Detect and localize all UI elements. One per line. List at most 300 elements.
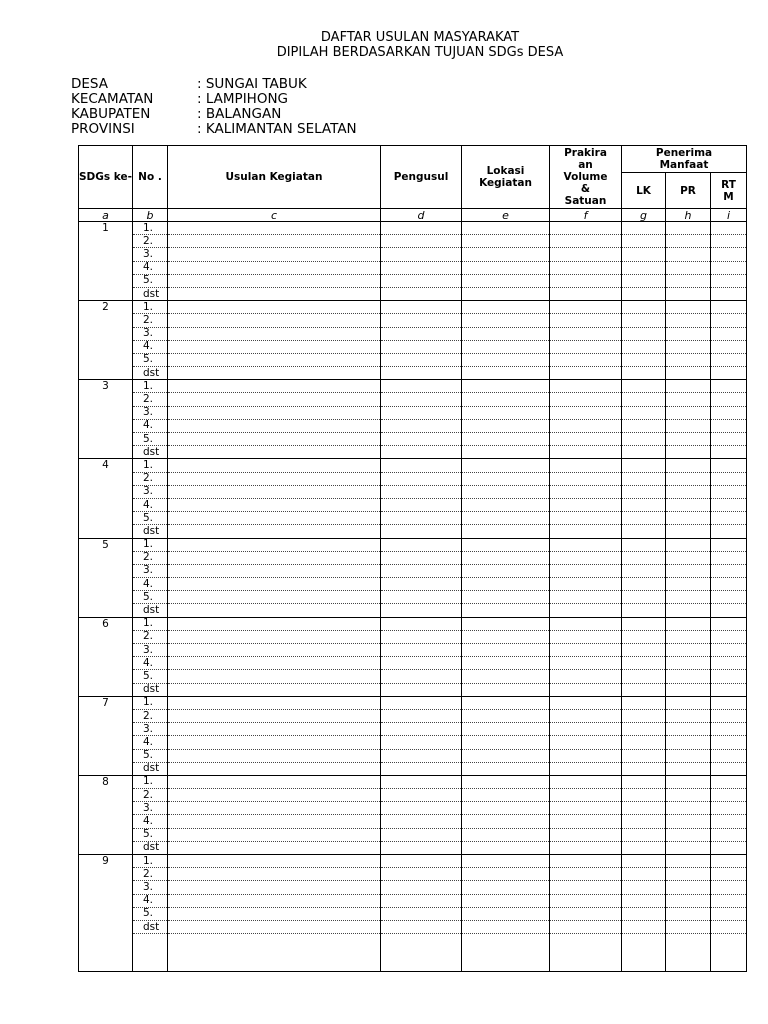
table-cell <box>381 802 462 815</box>
table-cell <box>711 789 747 802</box>
table-row <box>79 578 747 591</box>
table-cell <box>711 736 747 749</box>
table-cell <box>622 446 666 459</box>
row-number: dst <box>133 446 168 459</box>
table-cell <box>711 512 747 525</box>
table-cell <box>711 564 747 577</box>
table-cell <box>462 855 550 868</box>
table-cell <box>462 551 550 564</box>
table-cell <box>622 498 666 511</box>
table-cell <box>381 512 462 525</box>
table-cell <box>711 525 747 538</box>
table-cell <box>381 327 462 340</box>
info-value: : LAMPIHONG <box>197 91 289 107</box>
table-row <box>79 841 747 854</box>
table-cell <box>168 314 381 327</box>
table-cell <box>666 551 711 564</box>
table-cell <box>711 709 747 722</box>
info-row <box>71 122 357 137</box>
table-cell <box>550 709 622 722</box>
table-cell <box>666 274 711 287</box>
table-cell <box>550 314 622 327</box>
table-row <box>79 920 747 933</box>
table-cell <box>462 525 550 538</box>
table-cell <box>711 775 747 788</box>
row-number: 4. <box>133 419 168 432</box>
table-cell <box>168 446 381 459</box>
row-number: dst <box>133 525 168 538</box>
table-cell <box>550 446 622 459</box>
table-cell <box>462 920 550 933</box>
table-cell <box>550 868 622 881</box>
table-cell <box>622 340 666 353</box>
table-cell <box>550 248 622 261</box>
column-letter: h <box>666 209 711 222</box>
table-cell <box>462 644 550 657</box>
table-cell <box>381 775 462 788</box>
table-cell <box>622 512 666 525</box>
table-cell <box>462 472 550 485</box>
table-cell <box>666 670 711 683</box>
info-value: : SUNGAI TABUK <box>197 76 307 92</box>
table-cell <box>462 380 550 393</box>
header-lokasi: Lokasi Kegiatan <box>462 146 550 209</box>
sdg-number: 2 <box>79 301 133 380</box>
table-row <box>79 564 747 577</box>
table-cell <box>550 920 622 933</box>
table-cell <box>622 604 666 617</box>
table-cell <box>381 723 462 736</box>
table-row <box>79 446 747 459</box>
table-cell <box>550 841 622 854</box>
table-row <box>79 301 747 314</box>
table-cell <box>711 551 747 564</box>
table-cell <box>550 327 622 340</box>
header-lk: LK <box>622 173 666 209</box>
table-cell <box>381 578 462 591</box>
table-cell <box>666 538 711 551</box>
table-cell <box>622 907 666 920</box>
header-usulan: Usulan Kegiatan <box>168 146 381 209</box>
table-cell <box>462 670 550 683</box>
table-cell <box>462 736 550 749</box>
table-row <box>79 815 747 828</box>
table-cell <box>622 353 666 366</box>
table-cell <box>381 551 462 564</box>
table-cell <box>666 920 711 933</box>
table-cell <box>168 868 381 881</box>
row-number: 3. <box>133 723 168 736</box>
table-cell <box>622 327 666 340</box>
table-cell <box>462 512 550 525</box>
table-row <box>79 327 747 340</box>
table-row <box>79 881 747 894</box>
table-cell <box>168 367 381 380</box>
table-cell <box>622 564 666 577</box>
table-cell <box>666 881 711 894</box>
row-number: 3. <box>133 644 168 657</box>
table-cell <box>381 828 462 841</box>
table-cell <box>381 301 462 314</box>
table-cell <box>462 683 550 696</box>
table-row <box>79 894 747 907</box>
table-cell <box>622 894 666 907</box>
table-cell <box>711 340 747 353</box>
table-cell <box>550 367 622 380</box>
table-cell <box>622 934 666 972</box>
table-cell <box>622 630 666 643</box>
table-cell <box>168 301 381 314</box>
table-cell <box>550 644 622 657</box>
table-cell <box>381 393 462 406</box>
row-number: dst <box>133 920 168 933</box>
row-number: 5. <box>133 828 168 841</box>
table-row <box>79 314 747 327</box>
sdg-number: 7 <box>79 696 133 775</box>
table-cell <box>622 696 666 709</box>
row-number: 4. <box>133 894 168 907</box>
table-cell <box>462 841 550 854</box>
table-cell <box>711 235 747 248</box>
table-row <box>79 657 747 670</box>
column-letter: a <box>79 209 133 222</box>
table-cell <box>711 920 747 933</box>
table-cell <box>381 433 462 446</box>
table-cell <box>622 920 666 933</box>
table-cell <box>462 353 550 366</box>
table-row <box>79 723 747 736</box>
table-cell <box>133 934 168 972</box>
table-cell <box>622 222 666 235</box>
sdg-number: 8 <box>79 775 133 854</box>
table-cell <box>666 419 711 432</box>
table-cell <box>381 261 462 274</box>
table-cell <box>381 604 462 617</box>
table-cell <box>168 920 381 933</box>
table-cell <box>666 736 711 749</box>
table-cell <box>381 934 462 972</box>
table-cell <box>550 591 622 604</box>
row-number: 4. <box>133 657 168 670</box>
table-cell <box>622 775 666 788</box>
row-number: dst <box>133 841 168 854</box>
table-cell <box>666 380 711 393</box>
table-row <box>79 736 747 749</box>
table-cell <box>666 630 711 643</box>
table-row <box>79 485 747 498</box>
table-cell <box>550 775 622 788</box>
table-cell <box>381 340 462 353</box>
table-cell <box>168 406 381 419</box>
table-cell <box>550 406 622 419</box>
table-cell <box>622 855 666 868</box>
table-cell <box>666 367 711 380</box>
table-cell <box>550 630 622 643</box>
table-cell <box>622 802 666 815</box>
table-cell <box>550 578 622 591</box>
table-cell <box>381 485 462 498</box>
table-cell <box>462 235 550 248</box>
table-cell <box>381 287 462 300</box>
table-cell <box>168 696 381 709</box>
table-cell <box>666 775 711 788</box>
table-cell <box>381 696 462 709</box>
column-letter: e <box>462 209 550 222</box>
table-cell <box>381 222 462 235</box>
table-cell <box>168 419 381 432</box>
row-number: 2. <box>133 630 168 643</box>
table-row <box>79 274 747 287</box>
row-number: 1. <box>133 459 168 472</box>
table-cell <box>550 261 622 274</box>
row-number: 4. <box>133 261 168 274</box>
table-cell <box>381 353 462 366</box>
table-cell <box>711 327 747 340</box>
table-cell <box>622 881 666 894</box>
table-cell <box>462 498 550 511</box>
table-cell <box>622 683 666 696</box>
table-cell <box>666 749 711 762</box>
table-row <box>79 393 747 406</box>
table-cell <box>550 762 622 775</box>
table-cell <box>462 314 550 327</box>
table-cell <box>666 828 711 841</box>
table-cell <box>622 433 666 446</box>
table-cell <box>462 393 550 406</box>
table-cell <box>711 868 747 881</box>
row-number: 4. <box>133 736 168 749</box>
table-cell <box>381 657 462 670</box>
table-cell <box>168 222 381 235</box>
table-cell <box>711 802 747 815</box>
table-cell <box>622 591 666 604</box>
info-row <box>71 77 357 92</box>
table-cell <box>550 551 622 564</box>
table-cell <box>381 314 462 327</box>
table-row <box>79 749 747 762</box>
table-cell <box>462 578 550 591</box>
table-cell <box>666 683 711 696</box>
table-cell <box>666 406 711 419</box>
table-cell <box>622 459 666 472</box>
table-cell <box>550 723 622 736</box>
table-cell <box>462 261 550 274</box>
table-cell <box>168 723 381 736</box>
header-pengusul: Pengusul <box>381 146 462 209</box>
table-cell <box>381 498 462 511</box>
table-cell <box>168 828 381 841</box>
table-row <box>79 367 747 380</box>
table-cell <box>711 907 747 920</box>
table-cell <box>381 274 462 287</box>
table-cell <box>381 367 462 380</box>
table-cell <box>711 762 747 775</box>
row-number: 3. <box>133 802 168 815</box>
table-cell <box>550 815 622 828</box>
table-cell <box>711 485 747 498</box>
table-cell <box>168 340 381 353</box>
table-cell <box>622 657 666 670</box>
header-prakiraan: Prakira an Volume & Satuan <box>550 146 622 209</box>
table-cell <box>168 657 381 670</box>
proposal-table <box>78 145 747 972</box>
table-cell <box>381 920 462 933</box>
row-number: 1. <box>133 538 168 551</box>
table-row <box>79 287 747 300</box>
table-cell <box>168 762 381 775</box>
table-cell <box>462 538 550 551</box>
table-cell <box>462 564 550 577</box>
table-cell <box>666 723 711 736</box>
table-cell <box>711 934 747 972</box>
table-cell <box>711 617 747 630</box>
table-cell <box>550 380 622 393</box>
table-row <box>79 472 747 485</box>
table-cell <box>381 419 462 432</box>
table-cell <box>711 301 747 314</box>
table-cell <box>622 551 666 564</box>
table-cell <box>711 433 747 446</box>
table-cell <box>381 644 462 657</box>
table-cell <box>168 393 381 406</box>
table-cell <box>711 683 747 696</box>
info-label: DESA <box>71 76 108 92</box>
table-cell <box>550 802 622 815</box>
table-cell <box>711 604 747 617</box>
table-cell <box>462 367 550 380</box>
table-cell <box>462 327 550 340</box>
sdg-number: 3 <box>79 380 133 459</box>
table-cell <box>622 762 666 775</box>
table-cell <box>666 287 711 300</box>
row-number: 5. <box>133 591 168 604</box>
table-cell <box>711 380 747 393</box>
table-cell <box>666 934 711 972</box>
table-cell <box>622 578 666 591</box>
table-cell <box>381 564 462 577</box>
table-cell <box>550 433 622 446</box>
row-number: 3. <box>133 881 168 894</box>
table-cell <box>666 353 711 366</box>
header-pr: PR <box>666 173 711 209</box>
table-cell <box>168 802 381 815</box>
table-cell <box>666 248 711 261</box>
table-cell <box>462 446 550 459</box>
table-cell <box>168 353 381 366</box>
column-letters-row <box>79 209 747 222</box>
row-number: 5. <box>133 353 168 366</box>
table-row <box>79 696 747 709</box>
row-number: 1. <box>133 696 168 709</box>
table-cell <box>550 512 622 525</box>
table-cell <box>666 578 711 591</box>
table-cell <box>462 340 550 353</box>
table-cell <box>711 670 747 683</box>
row-number: 1. <box>133 380 168 393</box>
table-cell <box>462 802 550 815</box>
sdg-number: 5 <box>79 538 133 617</box>
table-cell <box>462 287 550 300</box>
table-row <box>79 525 747 538</box>
row-number: 5. <box>133 274 168 287</box>
table-cell <box>622 617 666 630</box>
table-cell <box>550 749 622 762</box>
table-cell <box>462 907 550 920</box>
table-cell <box>168 736 381 749</box>
table-cell <box>168 591 381 604</box>
row-number: dst <box>133 604 168 617</box>
table-cell <box>666 261 711 274</box>
table-cell <box>381 248 462 261</box>
info-row <box>71 92 357 107</box>
table-cell <box>381 591 462 604</box>
table-cell <box>711 841 747 854</box>
table-cell <box>711 314 747 327</box>
table-row <box>79 762 747 775</box>
column-letter: c <box>168 209 381 222</box>
table-cell <box>462 433 550 446</box>
table-cell <box>666 802 711 815</box>
table-cell <box>168 683 381 696</box>
table-cell <box>381 235 462 248</box>
table-cell <box>550 538 622 551</box>
table-cell <box>622 261 666 274</box>
table-cell <box>168 709 381 722</box>
table-cell <box>550 525 622 538</box>
table-cell <box>168 538 381 551</box>
row-number: 2. <box>133 551 168 564</box>
table-cell <box>666 327 711 340</box>
table-cell <box>666 696 711 709</box>
table-cell <box>666 222 711 235</box>
table-cell <box>622 248 666 261</box>
table-cell <box>711 855 747 868</box>
table-cell <box>666 446 711 459</box>
info-label: PROVINSI <box>71 121 135 137</box>
row-number: 2. <box>133 709 168 722</box>
table-cell <box>168 274 381 287</box>
table-cell <box>168 617 381 630</box>
table-cell <box>462 591 550 604</box>
table-cell <box>622 367 666 380</box>
table-cell <box>666 841 711 854</box>
table-cell <box>666 789 711 802</box>
row-number: dst <box>133 762 168 775</box>
table-cell <box>666 512 711 525</box>
info-row <box>71 107 357 122</box>
row-number: 1. <box>133 617 168 630</box>
row-number: 3. <box>133 248 168 261</box>
table-cell <box>381 749 462 762</box>
table-cell <box>711 274 747 287</box>
table-cell <box>711 815 747 828</box>
table-cell <box>381 736 462 749</box>
table-cell <box>462 828 550 841</box>
table-cell <box>168 327 381 340</box>
row-number: 2. <box>133 393 168 406</box>
table-cell <box>462 934 550 972</box>
table-cell <box>462 894 550 907</box>
table-cell <box>168 775 381 788</box>
table-cell <box>168 841 381 854</box>
header-penerima-manfaat: Penerima Manfaat <box>622 146 747 173</box>
table-cell <box>168 564 381 577</box>
table-cell <box>462 630 550 643</box>
row-number: 1. <box>133 222 168 235</box>
table-cell <box>666 314 711 327</box>
table-cell <box>550 353 622 366</box>
table-row <box>79 775 747 788</box>
